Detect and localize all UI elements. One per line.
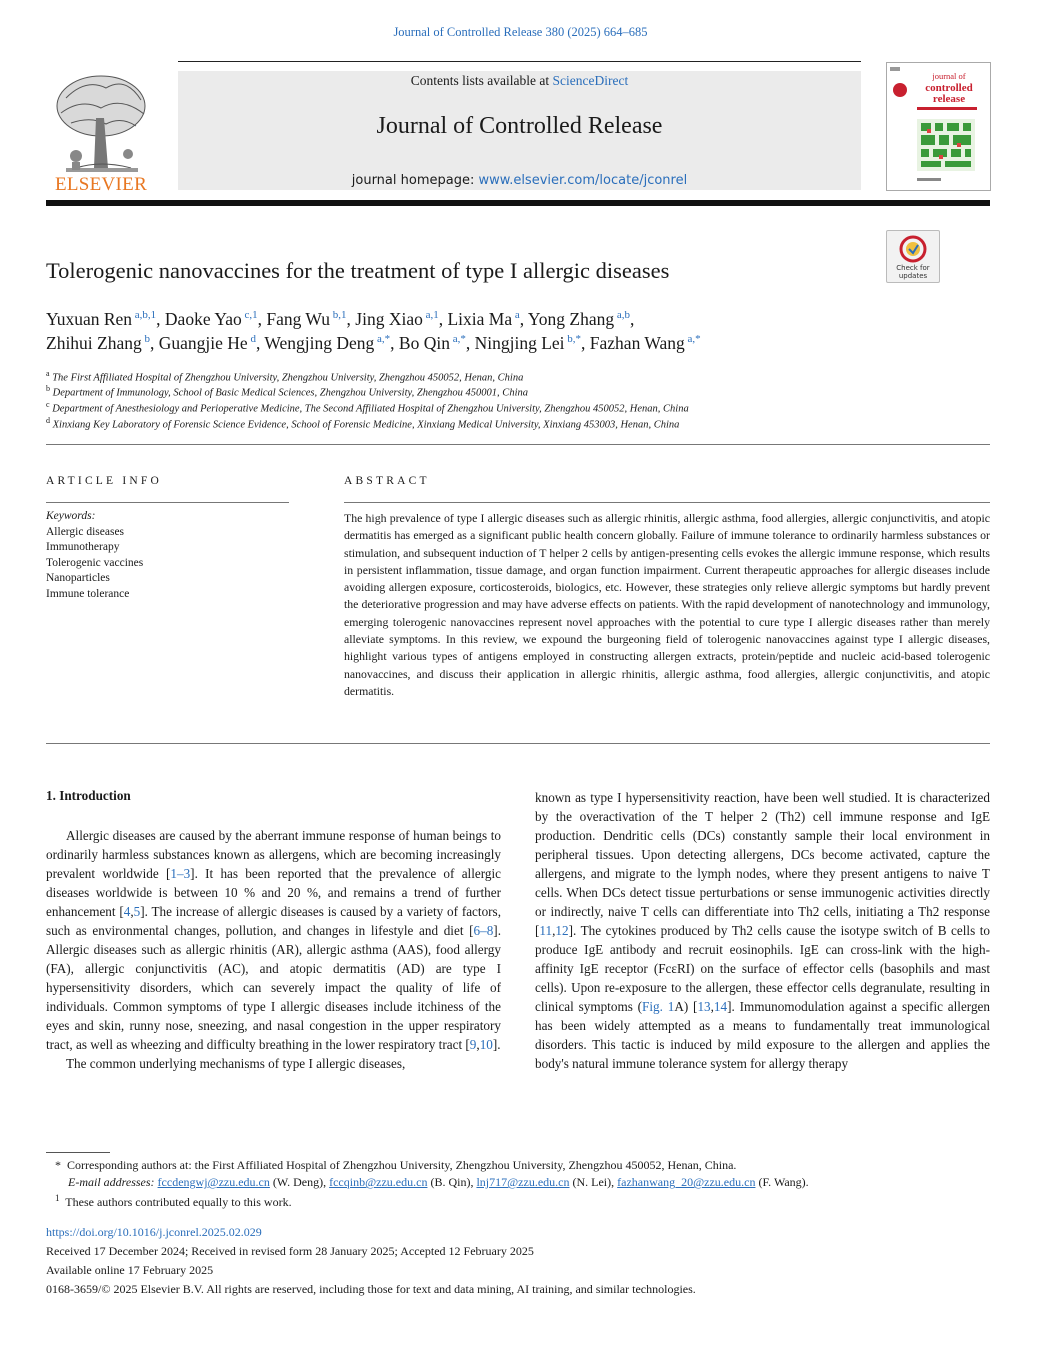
email-label: E-mail addresses: (68, 1175, 155, 1189)
article-info-rule (46, 502, 289, 503)
paragraph-text: ]. It has been reported that the prevalence of allergic diseases worldwide is between 10 % and 20 %, and remains a trend of further enhancement [ (46, 866, 501, 919)
footnote-mark: 1 (55, 1193, 60, 1203)
article-title: Tolerogenic nanovaccines for the treatment of type I allergic diseases (46, 258, 670, 283)
affiliation-d (46, 416, 679, 431)
author-name[interactable]: Daoke Yao (164, 309, 242, 329)
email-link[interactable]: fazhanwang_20@zzu.edu.cn (617, 1175, 756, 1189)
paragraph-text: ]. The cytokines produced by Th2 cells cause the isotype switch of B cells to produce IgE antibody and recruit eosinophils. IgE can cross-link with the high-affinity IgE receptor (FcεRI) on the surface of effector cells (basophils and mast cells). Upon re-exposure to the allergen, these effector cells degranulate, resulting in clinical symptoms ( (535, 923, 990, 1014)
available-online: Available online 17 February 2025 (46, 1263, 214, 1277)
journal-reference[interactable]: Journal of Controlled Release 380 (2025) 664–685 (393, 25, 648, 39)
equal-contribution-footnote (55, 1193, 292, 1210)
email-owner: (B. Qin), (427, 1175, 474, 1189)
author-separator: , (257, 309, 267, 329)
email-owner: (F. Wang). (755, 1175, 809, 1189)
author-name[interactable]: Wengjing Deng (264, 333, 375, 353)
journal-cover-image (887, 63, 990, 190)
affiliation-text: The First Affiliated Hospital of Zhengzhou University, Zhengzhou University, Zhengzhou 450052, Henan, China (52, 372, 524, 384)
affiliation-label: c (46, 400, 50, 409)
citation-link[interactable]: 13 (697, 999, 711, 1014)
paragraph-text: , (130, 904, 134, 919)
copyright: 0168-3659/© 2025 Elsevier B.V. All rights are reserved, including those for text and data mining, AI training, and similar technologies. (46, 1282, 696, 1296)
header-top-rule (178, 61, 861, 62)
abstract-rule (344, 502, 990, 503)
citation-link[interactable]: Fig. 1 (642, 999, 675, 1014)
body-column-right (535, 788, 990, 1073)
received-dates: Received 17 December 2024; Received in revised form 28 January 2025; Accepted 12 February 2025 (46, 1244, 534, 1258)
check-for-updates-button[interactable] (886, 230, 940, 283)
corresponding-footnote (55, 1158, 736, 1173)
author-affiliation-marks[interactable]: b,1 (330, 309, 347, 322)
affiliation-c (46, 400, 689, 415)
author-affiliation-marks[interactable]: c,1 (241, 309, 258, 322)
check-updates-line2: updates (898, 272, 928, 280)
keyword: Nanoparticles (46, 572, 110, 585)
author-separator: , (629, 309, 635, 329)
author-affiliation-marks[interactable]: a,* (374, 333, 391, 346)
citation-link[interactable]: 4 (123, 904, 131, 919)
citation-link[interactable]: 5 (133, 904, 141, 919)
equal-contribution-text: These authors contributed equally to this work. (65, 1195, 292, 1209)
author-name[interactable]: Yong Zhang (527, 309, 615, 329)
citation-link[interactable]: 14 (713, 999, 728, 1014)
paragraph-text: ]. Immunomodulation against a specific allergen has been widely attempted as a means to fundamentally treat immunological disorders. This tactic is induced by mild exposure to the allergen and applies the body's natural immune tolerance system for allergy therapy (535, 999, 990, 1071)
author-separator: , (346, 309, 356, 329)
author-affiliation-marks[interactable]: a,* (684, 333, 701, 346)
author-separator: , (390, 333, 399, 353)
cover-line1: journal of (932, 71, 966, 81)
paragraph-text: ]. (492, 1037, 501, 1052)
publication-info (46, 1223, 696, 1299)
citation-link[interactable]: 11 (539, 923, 553, 938)
email-link[interactable]: fccdengwj@zzu.edu.cn (157, 1175, 270, 1189)
author-separator: , (150, 333, 159, 353)
affiliation-label: a (46, 369, 50, 378)
author-name[interactable]: Guangjie He (158, 333, 248, 353)
header-thick-rule (46, 200, 990, 206)
keyword: Tolerogenic vaccines (46, 556, 144, 569)
footnote-rule (46, 1152, 110, 1153)
email-owner: (N. Lei), (569, 1175, 615, 1189)
authors-line-2 (46, 333, 701, 354)
elsevier-wordmark: ELSEVIER (54, 174, 148, 195)
abstract-bottom-rule (46, 743, 990, 744)
author-affiliation-marks[interactable]: a,b,1 (132, 309, 157, 322)
citation-link[interactable]: 9 (469, 1037, 477, 1052)
keywords-list (46, 509, 143, 603)
section-heading-introduction: 1. Introduction (46, 788, 131, 803)
keyword: Immunotherapy (46, 541, 120, 554)
author-affiliation-marks[interactable]: b,* (564, 333, 582, 346)
paragraph-text: ]. Allergic diseases such as allergic rhinitis (AR), allergic asthma (AAS), food allergy (FA), allergic conjunctivitis (AC), and atopic dermatitis (AD) are type I hypersensitivity disorders, which can severely impact the quality of life of individuals. Common symptoms of type I allergic diseases include itchiness of the eyes and skin, runny nose, sneezing, and nasal congestion in the upper respiratory tract, as well as wheezing and difficulty breathing in the lower respiratory tract [ (46, 923, 501, 1052)
author-name[interactable]: Fazhan Wang (589, 333, 685, 353)
author-name[interactable]: Bo Qin (398, 333, 450, 353)
author-affiliation-marks[interactable]: a,1 (422, 309, 439, 322)
email-link[interactable]: lnj717@zzu.edu.cn (476, 1175, 570, 1189)
author-separator: , (255, 333, 265, 353)
affiliation-a (46, 369, 523, 384)
affiliation-text: Department of Anesthesiology and Perioperative Medicine, The Second Affiliated Hospital of Zhengzhou University, Zhengzhou 450052, Henan, China (52, 403, 689, 415)
affiliation-label: d (46, 416, 50, 425)
paragraph-text: , (552, 923, 556, 938)
intro-paragraph-2-start: The common underlying mechanisms of type I allergic diseases, (66, 1056, 406, 1071)
author-separator: , (465, 333, 475, 353)
homepage-line (178, 173, 861, 188)
paragraph-text: ]. The increase of allergic diseases is caused by a variety of factors, such as environmental changes, pollution, and changes in lifestyle and diet [ (46, 904, 501, 938)
contents-prefix: Contents lists available at (410, 73, 553, 88)
author-name[interactable]: Yuxuan Ren (46, 309, 133, 329)
authors-line-1 (46, 309, 634, 330)
author-separator: , (156, 309, 165, 329)
author-affiliation-marks[interactable]: a (512, 309, 520, 322)
citation-link[interactable]: 6–8 (473, 923, 494, 938)
paragraph-text: Allergic diseases are caused by the aberrant immune response of human beings to ordinarily harmless substances known as allergens, which are becoming increasingly prevalent worldwide [ (46, 828, 501, 881)
paragraph-text: A) [ (674, 999, 698, 1014)
keyword: Allergic diseases (46, 525, 125, 538)
affiliations-rule (46, 444, 990, 445)
author-name[interactable]: Lixia Ma (447, 309, 513, 329)
abstract-text: The high prevalence of type I allergic diseases such as allergic rhinitis, allergic asthma, food allergies, allergic conjunctivitis, and atopic dermatitis has emerged as a significant public health concern globally. Failure of immune tolerance to ordinarily harmless substances or stimulation, and subsequent induction of T helper 2 cells by antigen-presenting cells evokes the allergic immune response, which results in persistent inflammation, tissue damage, and organ function impairment. Current therapeutic approaches for allergic diseases include avoiding allergen exposure, corticosteroids, biologics, etc. However, these strategies only relieve allergic symptoms but hardly prevent the deteriorative progression and may have adverse effects on patients. With the rapid development of nanotechnology and immunology, emerging tolerogenic nanovaccines represent novel approaches with the potential to cure type I allergic diseases rather than merely alleviate symptoms. In this review, we expound the burgeoning field of tolerogenic nanovaccines against type I allergic diseases, highlight various types of antigens employed in constructing allergen extracts, protein/peptide and nucleic acid-based tolerogenic nanovaccines, and discuss their application in allergic rhinitis, allergic asthma, food allergies, allergic conjunctivitis, and atopic dermatitis. (344, 511, 990, 698)
keyword: Immune tolerance (46, 587, 130, 600)
article-info-heading: ARTICLE INFO (46, 475, 162, 487)
cover-line2: controlled (925, 82, 973, 94)
author-affiliation-marks[interactable]: d (247, 333, 256, 346)
paragraph-text: , (476, 1037, 480, 1052)
check-updates-icon (887, 231, 939, 282)
abstract-heading: ABSTRACT (344, 475, 430, 487)
keywords-label: Keywords: (46, 510, 96, 522)
paragraph-text: , (710, 999, 714, 1014)
body-column-left (46, 826, 501, 1073)
paragraph-text: known as type I hypersensitivity reaction, have been well studied. It is characterized by the overactivation of the T helper 2 (Th2) cell immune response and IgE production. Dendritic cells (DCs) constantly sample their local environment in peripheral tissues. Upon detecting allergens, DCs become activated, capture the allergens, and migrate to the lymph nodes, where they present antigens to naive T cells. When DCs detect tissue perturbations or sense immunogenic activities directly or indirectly, naive T cells can differentiate into Th2 cells, initiating a Th2 response [ (535, 790, 990, 938)
citation-link[interactable]: 12 (555, 923, 569, 938)
journal-cover[interactable] (886, 62, 991, 191)
affiliation-label: b (46, 384, 50, 393)
journal-title: Journal of Controlled Release (376, 113, 663, 139)
contents-line (178, 73, 861, 89)
corresponding-text: Corresponding authors at: the First Affiliated Hospital of Zhengzhou University, Zhengzhou University, Zhengzhou 450052, Henan, China. (67, 1158, 737, 1172)
cover-line3: release (932, 93, 966, 105)
intro-paragraph-2-continued (535, 788, 990, 1073)
cover-emblem-icon (893, 83, 907, 97)
homepage-link[interactable]: www.elsevier.com/locate/jconrel (478, 173, 688, 188)
affiliation-text: Xinxiang Key Laboratory of Forensic Science Evidence, School of Forensic Medicine, Xinxiang Medical University, Xinxiang 453003, Henan, China (52, 419, 680, 431)
citation-link[interactable]: 10 (479, 1037, 493, 1052)
author-name[interactable]: Fang Wu (266, 309, 331, 329)
author-name[interactable]: Jing Xiao (355, 309, 423, 329)
author-separator: , (438, 309, 448, 329)
check-updates-line1: Check for (896, 264, 930, 272)
author-affiliation-marks[interactable]: a,b (614, 309, 630, 322)
email-footnote (68, 1175, 809, 1190)
citation-link[interactable]: 1–3 (170, 866, 191, 881)
author-name[interactable]: Ningjing Lei (474, 333, 565, 353)
email-owner: (W. Deng), (269, 1175, 327, 1189)
author-name[interactable]: Zhihui Zhang (46, 333, 142, 353)
homepage-prefix: journal homepage: (351, 173, 479, 188)
affiliation-b (46, 384, 528, 399)
affiliation-text: Department of Immunology, School of Basic Medical Sciences, Zhengzhou University, Zhengzhou 450001, China (52, 387, 528, 399)
sciencedirect-link[interactable]: ScienceDirect (552, 73, 629, 88)
email-link[interactable]: fccqinb@zzu.edu.cn (329, 1175, 428, 1189)
doi-link[interactable]: https://doi.org/10.1016/j.jconrel.2025.02.029 (46, 1225, 262, 1239)
author-affiliation-marks[interactable]: a,* (449, 333, 466, 346)
author-affiliation-marks[interactable]: b (141, 333, 150, 346)
author-separator: , (581, 333, 590, 353)
intro-paragraph-1 (46, 826, 501, 1054)
author-separator: , (519, 309, 528, 329)
footnote-mark: * (55, 1158, 61, 1172)
